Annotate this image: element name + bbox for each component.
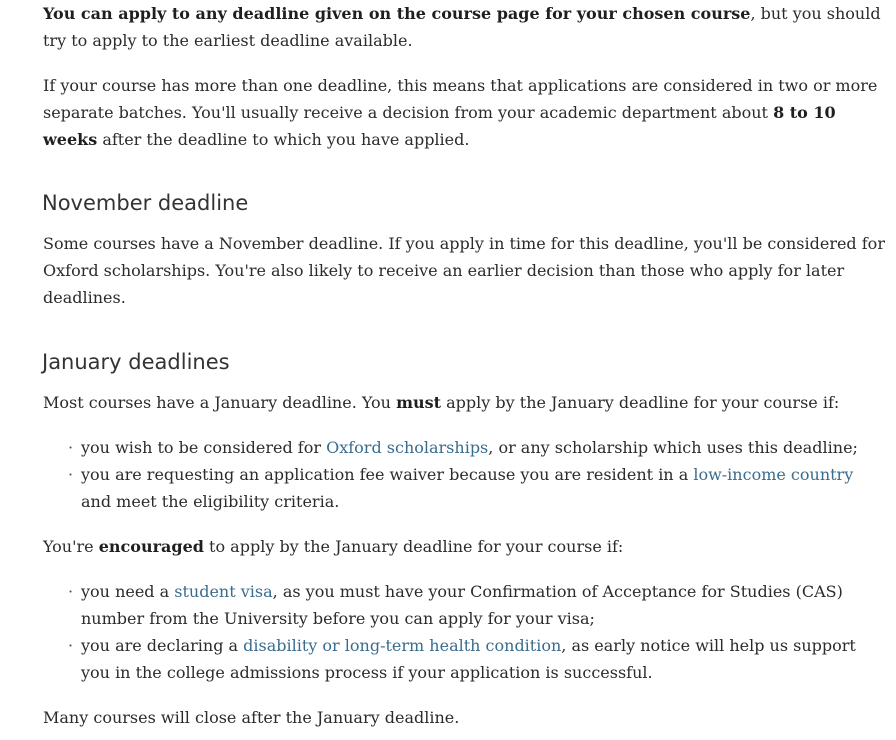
must-list [0, 434, 896, 515]
list-item [0, 578, 887, 632]
student-visa-link[interactable]: student visa [174, 582, 273, 601]
disability-health-condition-link[interactable]: disability or long-term health condition [243, 636, 562, 655]
january-heading: January deadlines [42, 350, 230, 374]
intro-paragraph-1 [43, 0, 888, 54]
november-paragraph: Some courses have a November deadline. If you apply in time for this deadline, you'll be considered for Oxford scholarships. You're also likely to receive an earlier decision than those who apply for later deadlines. [43, 234, 885, 307]
list-item [0, 434, 887, 461]
encouraged-list [0, 578, 896, 686]
oxford-scholarships-link[interactable]: Oxford scholarships [326, 438, 489, 457]
bullet-icon: · [68, 465, 74, 484]
decision-weeks: 8 to 10 weeks [43, 103, 836, 149]
list-item [0, 632, 887, 686]
closing-paragraph: Many courses will close after the January deadline. [43, 708, 460, 727]
november-heading: November deadline [42, 191, 249, 215]
list-item [0, 461, 887, 515]
intro-paragraph-2 [43, 72, 888, 153]
must-emphasis: must [396, 393, 442, 412]
january-text: You're [43, 537, 99, 556]
item-text: and meet the eligibility criteria. [81, 492, 340, 511]
intro-text: If your course has more than one deadline, this means that applications are considered in two or more separate batches. You'll usually receive a decision from your academic department about [43, 76, 878, 122]
january-text: Most courses have a January deadline. You [43, 393, 397, 412]
item-text: you are declaring a [81, 636, 244, 655]
bullet-icon: · [68, 582, 74, 601]
item-text: , or any scholarship which uses this deadline; [488, 438, 858, 457]
item-text: you wish to be considered for [81, 438, 327, 457]
bullet-icon: · [68, 438, 74, 457]
intro-text: after the deadline to which you have applied. [97, 130, 470, 149]
encouraged-emphasis: encouraged [98, 537, 204, 556]
low-income-country-link[interactable]: low-income country [693, 465, 854, 484]
intro-text: , but you should try to apply to the earliest deadline available. [43, 4, 881, 50]
item-text: , as early notice will help us support you in the college admissions process if your application is successful. [81, 636, 856, 682]
item-text: you need a [81, 582, 175, 601]
intro-bold-text: You can apply to any deadline given on the course page for your chosen course [43, 4, 751, 23]
january-text: apply by the January deadline for your course if: [441, 393, 840, 412]
january-encouraged-paragraph [43, 533, 888, 560]
january-text: to apply by the January deadline for your course if: [203, 537, 624, 556]
january-must-paragraph [43, 389, 888, 416]
item-text: , as you must have your Confirmation of Acceptance for Studies (CAS) number from the University before you can apply for your visa; [81, 582, 843, 628]
bullet-icon: · [68, 636, 74, 655]
item-text: you are requesting an application fee waiver because you are resident in a [81, 465, 694, 484]
